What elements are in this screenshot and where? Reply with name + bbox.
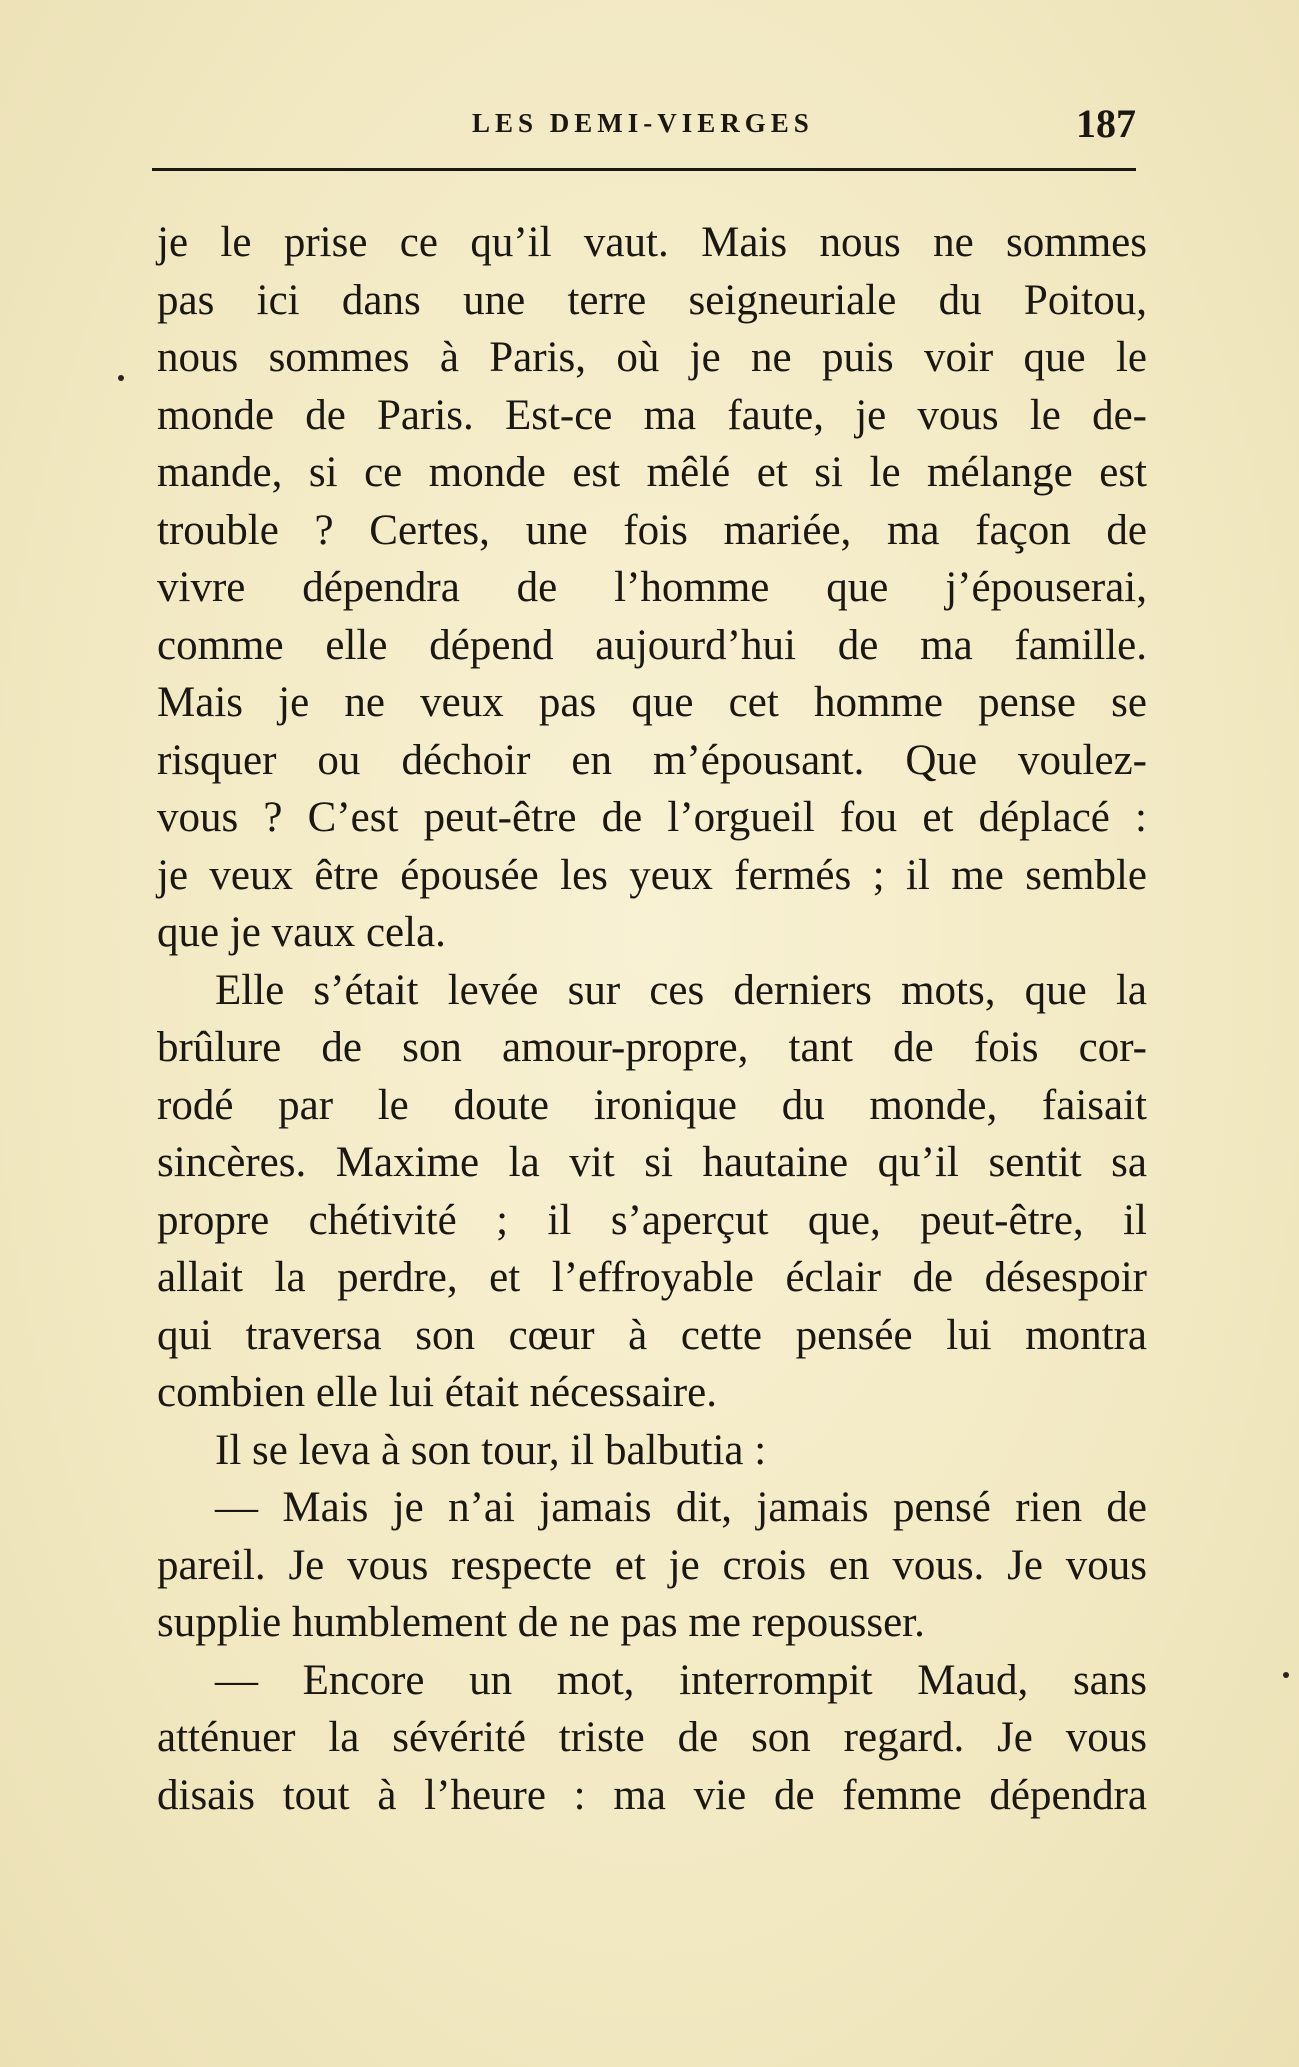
text-line: que je vaux cela. [157, 909, 446, 956]
header-rule [152, 168, 1136, 171]
text-line: pas ici dans une terre seigneuriale du Poitou, [157, 276, 1147, 324]
text-line: combien elle lui était nécessaire. [157, 1369, 717, 1416]
text-line: atténuer la sévérité triste de son regard. Je vous [157, 1714, 1147, 1761]
running-head [152, 100, 1136, 150]
text-line: risquer ou déchoir en m’épousant. Que voulez- [157, 736, 1147, 784]
text-line: qui traversa son cœur à cette pensée lui montra [157, 1311, 1147, 1359]
paper-speck [118, 375, 124, 381]
text-line: propre chétivité ; il s’aperçut que, peut-être, il [157, 1196, 1147, 1244]
running-title: LES DEMI-VIERGES [472, 108, 814, 138]
text-line: allait la perdre, et l’effroyable éclair de désespoir [157, 1254, 1147, 1301]
text-line: trouble ? Certes, une fois mariée, ma façon de [157, 506, 1147, 554]
body-text [157, 214, 1147, 1824]
text-line: pareil. Je vous respecte et je crois en vous. Je vous [157, 1541, 1147, 1589]
text-line: vivre dépendra de l’homme que j’épouserai, [157, 564, 1147, 611]
text-line: Il se leva à son tour, il balbutia : [215, 1426, 767, 1474]
text-line: supplie humblement de ne pas me repousser. [157, 1599, 925, 1646]
text-line: vous ? C’est peut-être de l’orgueil fou et déplacé : [157, 794, 1147, 841]
page-number: 187 [1076, 101, 1136, 146]
text-line: je veux être épousée les yeux fermés ; il me semble [157, 851, 1147, 899]
text-line: nous sommes à Paris, où je ne puis voir que le [157, 334, 1147, 381]
text-line: je le prise ce qu’il vaut. Mais nous ne sommes [157, 219, 1147, 266]
text-line: rodé par le doute ironique du monde, faisait [157, 1081, 1147, 1129]
text-line: brûlure de son amour-propre, tant de fois cor- [157, 1024, 1147, 1071]
paper-speck [1283, 1672, 1289, 1678]
text-line: Mais je ne veux pas que cet homme pense se [157, 679, 1147, 726]
text-line: — Mais je n’ai jamais dit, jamais pensé rien de [215, 1484, 1147, 1531]
text-line: comme elle dépend aujourd’hui de ma famille. [157, 621, 1147, 669]
text-line: mande, si ce monde est mêlé et si le mélange est [157, 449, 1147, 496]
text-line: monde de Paris. Est-ce ma faute, je vous le de- [157, 391, 1147, 439]
text-line: Elle s’était levée sur ces derniers mots, que la [215, 966, 1147, 1014]
text-line: disais tout à l’heure : ma vie de femme dépendra [157, 1771, 1147, 1819]
text-line: sincères. Maxime la vit si hautaine qu’il sentit sa [157, 1139, 1147, 1186]
text-line: — Encore un mot, interrompit Maud, sans [215, 1656, 1147, 1704]
